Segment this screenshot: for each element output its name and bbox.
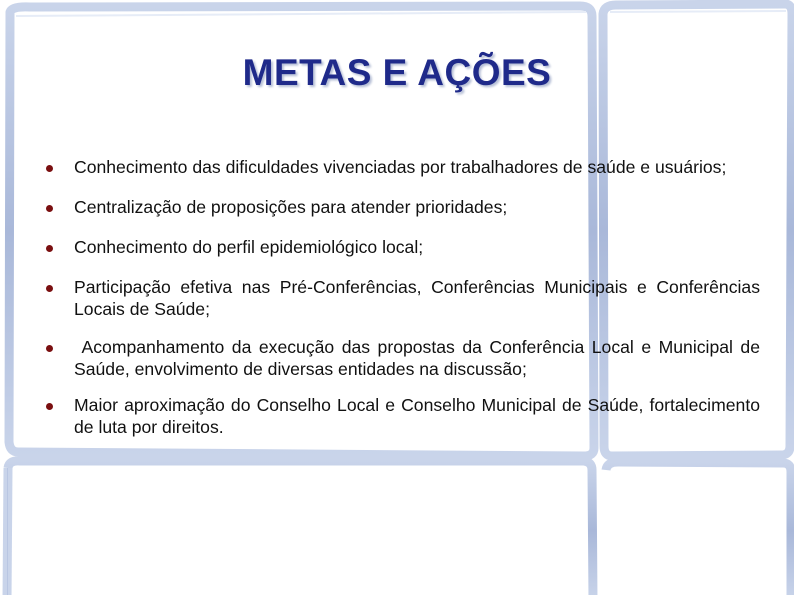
list-item — [46, 196, 760, 218]
bullet-icon — [46, 165, 53, 172]
bullet-text: Conhecimento das dificuldades vivenciadas por trabalhadores de saúde e usuários; — [74, 157, 727, 177]
list-item — [46, 236, 760, 258]
list-item — [46, 336, 765, 380]
bullet-text: Maior aproximação do Conselho Local e Conselho Municipal de Saúde, fortalecimento de luta por direitos. — [74, 395, 760, 437]
bullet-text: Participação efetiva nas Pré-Conferências, Conferências Municipais e Conferências Locais de Saúde; — [74, 277, 760, 319]
bullet-icon — [46, 205, 53, 212]
bullet-text: Acompanhamento da execução das propostas da Conferência Local e Municipal de Saúde, envolvimento de diversas entidades na discussão; — [74, 337, 765, 379]
frame-pane-bottom-left — [8, 461, 593, 595]
frame-pane-bottom-right — [606, 462, 791, 595]
bullet-icon — [46, 245, 53, 252]
bullet-text: Centralização de proposições para atender prioridades; — [74, 197, 508, 217]
bullet-text: Conhecimento do perfil epidemiológico local; — [74, 237, 424, 257]
bullet-list — [46, 156, 765, 438]
bullet-icon — [46, 285, 53, 292]
bullet-icon — [46, 345, 53, 352]
list-item — [46, 156, 760, 178]
frame-pane-bottom-left-side — [7, 468, 8, 595]
list-item — [46, 276, 760, 320]
list-item — [46, 394, 760, 438]
bullet-icon — [46, 403, 53, 410]
slide-title: METAS E AÇÕES — [242, 52, 552, 93]
